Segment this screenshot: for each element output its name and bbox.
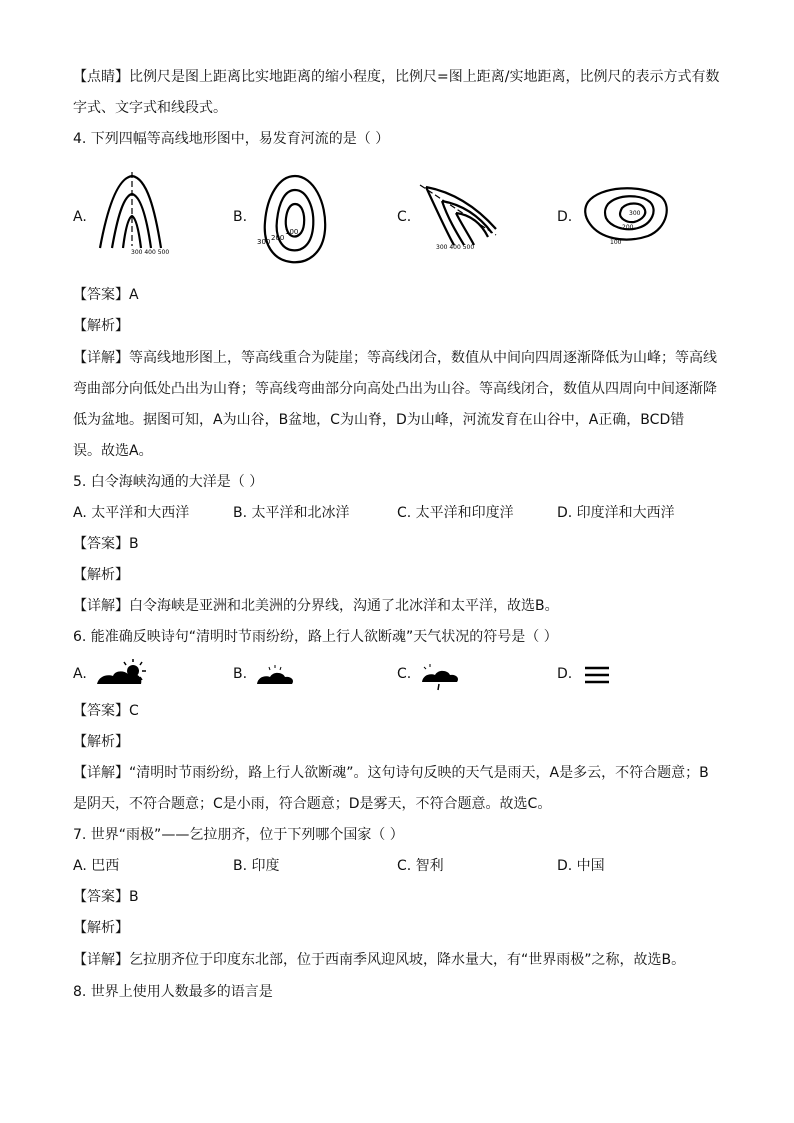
q6-stem: 6. 能准确反映诗句“清明时节雨纷纷，路上行人欲断魂”天气状况的符号是（ ） xyxy=(73,629,558,645)
q7-detail: 【详解】乞拉朋齐位于印度东北部，位于西南季风迎风坡，降水量大，有“世界雨极”之称，故选B。 xyxy=(73,952,686,968)
q4-stem: 4. 下列四幅等高线地形图中，易发育河流的是（ ） xyxy=(73,131,390,147)
q6-option-a-label: A. xyxy=(73,666,87,682)
q7-answer: 【答案】B xyxy=(73,889,139,905)
q6-option-b-label: B. xyxy=(233,666,248,682)
q6-option-d-label: D. xyxy=(557,666,573,682)
q4-figure-a-elevation-labels: 300 400 500 xyxy=(131,249,170,256)
tip-line-1: 【点睛】比例尺是图上距离比实地距离的缩小程度，比例尺=图上距离/实地距离，比例尺的表示方式有数 xyxy=(73,69,720,85)
q4-figure-c-elevation-labels: 300 400 500 xyxy=(436,244,475,251)
q6-analysis-text: 解析 xyxy=(87,734,115,750)
tip-line-2: 字式、文字式和线段式。 xyxy=(73,100,227,116)
overcast-weather-icon xyxy=(255,664,295,688)
q4-figure-a-valley-contour xyxy=(95,170,175,260)
q4-option-d-label: D. xyxy=(557,209,573,225)
q7-option-a: A. 巴西 xyxy=(73,858,120,874)
q4-figure-d-peak-contour xyxy=(582,182,672,247)
q4-detail-line-4: 误。故选A。 xyxy=(73,443,153,459)
cloudy-weather-icon xyxy=(97,658,152,688)
q5-stem: 5. 白令海峡沟通的大洋是（ ） xyxy=(73,474,264,490)
q6-detail-line-2: 是阴天，不符合题意；C是小雨，符合题意；D是雾天，不符合题意。故选C。 xyxy=(73,796,552,812)
q5-detail: 【详解】白令海峡是亚洲和北美洲的分界线，沟通了北冰洋和太平洋，故选B。 xyxy=(73,598,559,614)
q4-figure-d-label-200: 200 xyxy=(622,224,634,231)
q4-figure-d-label-100: 100 xyxy=(610,239,622,246)
q7-analysis-heading: 【解析】 xyxy=(73,920,129,936)
q4-detail-line-1: 【详解】等高线地形图上，等高线重合为陡崖；等高线闭合，数值从中间向四周逐渐降低为山峰；等高线 xyxy=(73,350,717,366)
q6-answer: 【答案】C xyxy=(73,703,139,719)
q7-option-d: D. 中国 xyxy=(557,858,605,874)
q4-answer: 【答案】A xyxy=(73,287,139,303)
q4-option-c-label: C. xyxy=(397,209,412,225)
q4-figure-c-ridge-contour xyxy=(418,183,508,253)
q4-figure-b-label-300: 300 xyxy=(257,238,271,246)
q4-figure-b-label-200: 200 xyxy=(271,234,285,242)
q5-option-d: D. 印度洋和大西洋 xyxy=(557,505,675,521)
q5-option-b: B. 太平洋和北冰洋 xyxy=(233,505,350,521)
q7-option-c: C. 智利 xyxy=(397,858,444,874)
q8-stem: 8. 世界上使用人数最多的语言是 xyxy=(73,984,273,1000)
q4-detail-line-3: 低为盆地。据图可知，A为山谷，B盆地，C为山脊，D为山峰，河流发育在山谷中，A正确，BCD错 xyxy=(73,412,685,428)
q7-stem: 7. 世界“雨极”——乞拉朋齐，位于下列哪个国家（ ） xyxy=(73,827,404,843)
q6-option-c-label: C. xyxy=(397,666,412,682)
q5-option-c: C. 太平洋和印度洋 xyxy=(397,505,514,521)
q5-answer: 【答案】B xyxy=(73,536,139,552)
q4-figure-b-label-100: 100 xyxy=(285,228,299,236)
q7-analysis-text: 解析 xyxy=(87,920,115,936)
q4-figure-b-basin-contour xyxy=(255,172,335,267)
q4-option-a-label: A. xyxy=(73,209,87,225)
q4-analysis-heading: 【解析】 xyxy=(73,318,129,334)
q5-option-a: A. 太平洋和大西洋 xyxy=(73,505,190,521)
q4-analysis-text: 解析 xyxy=(87,318,115,334)
q5-analysis-heading: 【解析】 xyxy=(73,567,129,583)
light-rain-weather-icon xyxy=(420,662,460,692)
q4-figure-d-label-300: 300 xyxy=(629,210,641,217)
q4-option-b-label: B. xyxy=(233,209,248,225)
q4-detail-line-2: 弯曲部分向低处凸出为山脊；等高线弯曲部分向高处凸出为山谷。等高线闭合，数值从四周向中间逐渐降 xyxy=(73,381,717,397)
q6-analysis-heading: 【解析】 xyxy=(73,734,129,750)
q6-detail-line-1: 【详解】“清明时节雨纷纷，路上行人欲断魂”。这句诗句反映的天气是雨天，A是多云，不符合题意；B xyxy=(73,765,709,781)
q5-analysis-text: 解析 xyxy=(87,567,115,583)
fog-weather-icon xyxy=(583,665,613,685)
q7-option-b: B. 印度 xyxy=(233,858,280,874)
